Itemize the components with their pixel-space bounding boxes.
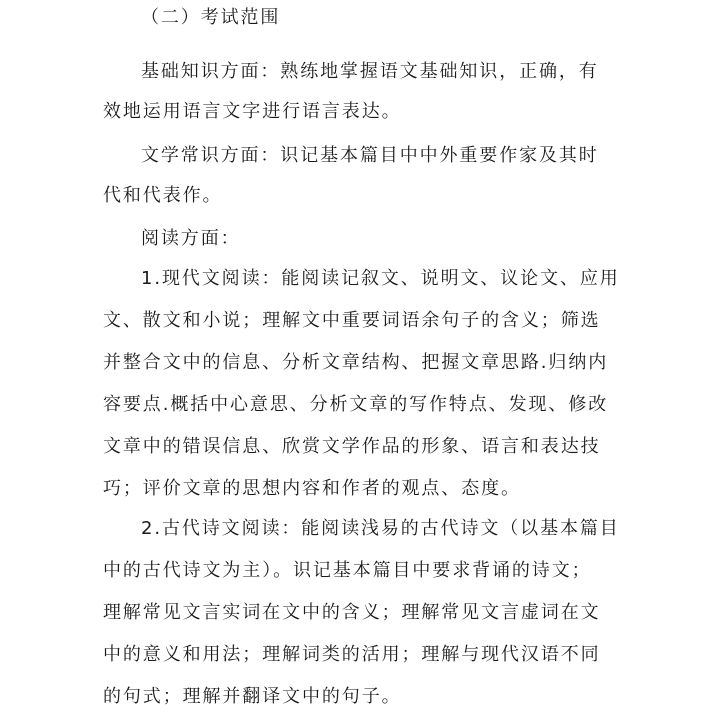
- basic-knowledge-line-2: 效地运用语言文字进行语言表达。: [103, 101, 402, 122]
- classical-reading-line-5: 的句式；理解并翻译文中的句子。: [103, 686, 402, 707]
- modern-reading-line-4: 容要点.概括中心意思、分析文章的写作特点、发现、修改: [103, 394, 609, 415]
- modern-reading-line-5: 文章中的错误信息、欣赏文学作品的形象、语言和表达技: [103, 436, 601, 457]
- section-heading: （二）考试范围: [141, 7, 281, 28]
- modern-reading-line-6: 巧；评价文章的思想内容和作者的观点、态度。: [103, 478, 521, 499]
- reading-heading: 阅读方面：: [141, 228, 241, 249]
- modern-reading-line-2: 文、散文和小说；理解文中重要词语余句子的含义；筛选: [103, 310, 601, 331]
- basic-knowledge-line-1: 基础知识方面：熟练地掌握语文基础知识，正确，有: [141, 61, 599, 82]
- classical-reading-line-2: 中的古代诗文为主）。识记基本篇目中要求背诵的诗文；: [103, 560, 592, 581]
- modern-reading-line-3: 并整合文中的信息、分析文章结构、把握文章思路.归纳内: [103, 352, 609, 373]
- classical-reading-line-1: 2.古代诗文阅读：能阅读浅易的古代诗文（以基本篇目: [141, 518, 620, 539]
- literary-knowledge-line-2: 代和代表作。: [103, 185, 223, 206]
- literary-knowledge-line-1: 文学常识方面：识记基本篇目中中外重要作家及其时: [141, 145, 599, 166]
- classical-reading-line-3: 理解常见文言实词在文中的含义；理解常见文言虚词在文: [103, 602, 601, 623]
- classical-reading-line-4: 中的意义和用法；理解词类的活用；理解与现代汉语不同: [103, 644, 601, 665]
- modern-reading-line-1: 1.现代文阅读：能阅读记叙文、说明文、议论文、应用: [141, 268, 620, 289]
